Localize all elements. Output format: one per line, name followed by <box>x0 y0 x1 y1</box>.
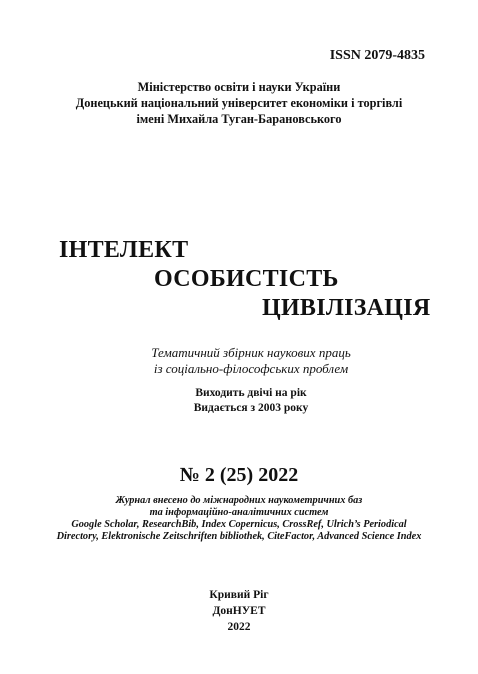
imprint-publisher: ДонНУЕТ <box>212 605 266 617</box>
frequency-line2: Видається з 2003 року <box>193 402 309 414</box>
university-name-line1: Донецький національний університет економіки і торгівлі <box>75 96 403 110</box>
indexing-line1: Журнал внесено до міжнародних наукометричних баз <box>115 495 363 506</box>
ministry-name: Міністерство освіти і науки України <box>137 80 341 94</box>
indexing-line4: Directory, Elektronische Zeitschriften bibliothek, CiteFactor, Advanced Science Index <box>56 531 422 542</box>
frequency-line1: Виходить двічі на рік <box>195 387 307 399</box>
title-word-intellect: ІНТЕЛЕКТ <box>59 237 189 263</box>
title-word-personality: ОСОБИСТІСТЬ <box>154 266 339 292</box>
subtitle-line1: Тематичний збірник наукових праць <box>151 345 351 360</box>
imprint-city: Кривий Ріг <box>209 589 269 601</box>
university-name-line2: імені Михайла Туган-Барановського <box>136 112 342 126</box>
issn-number: ISSN 2079-4835 <box>329 48 425 63</box>
subtitle-line2: із соціально-філософських проблем <box>153 361 349 376</box>
indexing-line2: та інформаційно-аналітичних систем <box>149 507 329 518</box>
indexing-line3: Google Scholar, ResearchBib, Index Copernicus, CrossRef, Ulrich’s Periodical <box>71 519 407 530</box>
imprint-year: 2022 <box>227 621 251 633</box>
title-word-civilization: ЦИВІЛІЗАЦІЯ <box>262 295 431 321</box>
issue-number: № 2 (25) 2022 <box>179 464 299 486</box>
